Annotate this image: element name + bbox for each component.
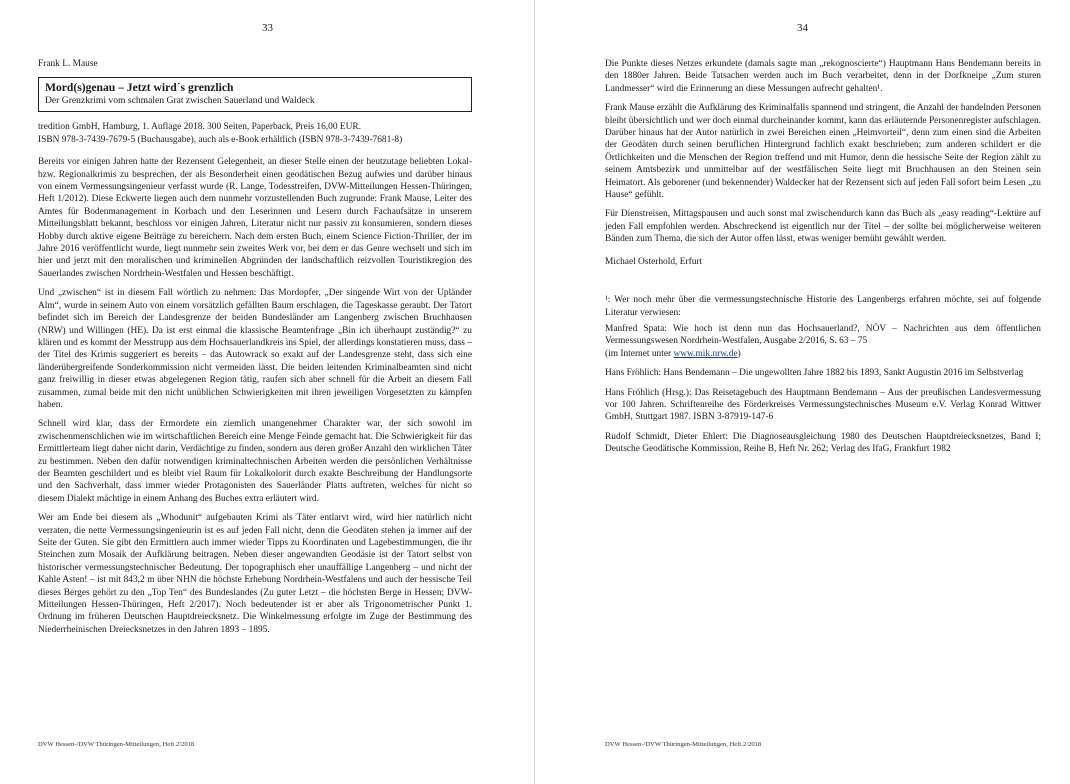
right-page <box>535 0 1070 784</box>
literature-link-line <box>605 348 1041 360</box>
mik-nrw-link[interactable]: www.mik.nrw.de <box>673 348 738 359</box>
right-page-content <box>605 58 1041 463</box>
page-number: 33 <box>262 22 273 34</box>
review-paragraph: Wer am Ende bei diesem als „Whodunit“ aufgebauten Krimi als Täter entlarvt wird, wird hier natürlich nicht verraten, die nette Vermessungsingenieurin ist es auf jeden Fall nicht, denn die Geodäten stehen ja immer auf der Seite der Guten. Sie gibt den Ermittlern auch immer wieder Tipps zu Koordinaten und Lagebestimmungen, die ihr Steinchen zum Mosaik der Aufklärung beitragen. Neben dieser angewandten Geodäsie ist der Tatort selbst von historischer vermessungstechnischer Bedeutung. Der topographisch eher unauffällige Langenberg – und nicht der Kahle Asten! – ist mit 843,2 m über NHN die höchste Erhebung Nordrhein-Westfalens und auch der hessische Teil dieses Berges gehört zu den „Top Ten“ des Bundeslandes (Zu guter Letzt – die höchsten Berge in Hessen; DVW-Mitteilungen Hessen-Thüringen, Heft 2/2017). Noch bedeutender ist er aber als Trigonometrischer Punkt 1. Ordnung im früheren Deutschen Hauptdreiecksnetz. Die Winkelmessung erfolgte im Zuge der Bestimmung des Niederrheinischen Dreiecksnetzes in den Jahren 1893 – 1895. <box>38 513 472 635</box>
page-footer: DVW Hessen-/DVW Thüringen-Mitteilungen, Heft 2/2018 <box>38 741 195 748</box>
publication-info <box>38 121 472 146</box>
title-box <box>38 77 472 112</box>
author-name: Frank L. Mause <box>38 59 98 69</box>
review-paragraph: Und „zwischen“ ist in diesem Fall wörtlich zu nehmen: Das Mordopfer, „Der singende Wirt von der Upländer Alm“, wurde in seinem Auto von einem vorsätzlich gefällten Baum erschlagen, die Tageskasse geraubt. Der Tatort befindet sich im Bereich der Landesgrenze der beiden Bundesländer am Langenberg zwischen Bruchhausen (NRW) und Willingen (HE). Da ist erst einmal die klassische Beamtenfrage „Bin ich überhaupt zuständig?“ zu klären und es kommt der Messtrupp aus dem Hochsauerlandkreis ins Spiel, der allerdings konstatieren muss, dass – der Titel des Krimis suggeriert es bereits – das Autowrack so exakt auf der Landesgrenze steht, dass sich eine länderübergreifende Sonderkommission nicht vermeiden lässt. Die beiden leitenden Kriminalbeamten sind nicht ganz freiwillig in dieser etwas abgelegenen Region tätig, raufen sich aber schnell für die Arbeit an diesem Fall zusammen, zumal beide mit den nicht unüblichen Schwierigkeiten mit ihren jeweiligen Vorgesetzten zu kämpfen haben. <box>38 288 472 410</box>
review-paragraph: Schnell wird klar, dass der Ermordete ein ziemlich unangenehmer Charakter war, der sich sowohl im zwischenmenschlichen wie im wirtschaftlichen Bereich eine Menge Feinde gemacht hat. Die Schwierigkeit für das Ermittlerteam liegt daher nicht darin, Verdächtige zu finden, sondern aus deren großer Anzahl den wirklichen Täter zu bestimmen. Neben den dafür notwendigen kriminaltechnischen Arbeiten werden die persönlichen Verhältnisse der Beamten geschildert und es bleibt viel Raum für Lokalkolorit durch exakte Beschreibung der Handlungsorte und den Sachverhalt, dass immer wieder Protagonisten des Sauerländer Platts auftreten, welches für nicht so diesem Dialekt mächtige in einem Anhang des Buches extra erläutert wird. <box>38 419 472 504</box>
left-page-content <box>38 58 472 643</box>
literature-text: Manfred Spata: Wie hoch ist denn nun das Hochsauerland?, NÖV – Nachrichten aus dem öffentlichen Vermessungswesen Nordrhein-Westfalen, Ausgabe 2/2016, S. 63 – 75 <box>605 323 1041 347</box>
literature-entry-froehlich: Hans Fröhlich: Hans Bendemann – Die ungewollten Jahre 1882 bis 1893, Sankt Augustin 2016 im Selbstverlag <box>605 368 1024 379</box>
review-paragraph: Die Punkte dieses Netzes erkundete (damals sagte man „rekognoscierte“) Hauptmann Hans Bendemann bereits in den 1880er Jahren. Beide Tatsachen werden auch im Buch verarbeitet, denn in der Dorfkneipe „Zum sturen Landmesser“ wird die Erinnerung an diese Messungen aufrecht gehalten¹. <box>605 59 1041 94</box>
literature-entry-schmidt: Rudolf Schmidt, Dieter Ehlert: Die Diagnoseausgleichung 1980 des Deutschen Hauptdreiecksnetzes, Band I; Deutsche Geodätische Kommission, Reihe B, Heft Nr. 262; Verlag des IfaG, Frankfurt 1982 <box>605 431 1041 455</box>
review-paragraph: Für Dienstreisen, Mittagspausen und auch sonst mal zwischendurch kann das Buch als „easy reading“-Lektüre auf jeden Fall empfohlen werden. Abschreckend ist eigentlich nur der Titel – der sollte bei möglicherweise weiteren Bänden zum Thema, die sich der Autor offen lässt, etwas weniger bemüht gewählt werden. <box>605 209 1041 245</box>
literature-entry-spata <box>605 323 1041 360</box>
book-subtitle: Der Grenzkrimi vom schmalen Grat zwischen Sauerland und Waldeck <box>45 95 315 107</box>
isbn-line: ISBN 978-3-7439-7679-5 (Buchausgabe), auch als e-Book erhältlich (ISBN 978-3-7439-7681-8) <box>38 134 403 145</box>
link-suffix: ) <box>737 348 741 359</box>
book-title: Mord(s)genau – Jetzt wird´s grenzlich <box>45 81 234 95</box>
page-footer: DVW Hessen-/DVW Thüringen-Mitteilungen, Heft 2/2018 <box>605 741 762 748</box>
publication-info-line: tredition GmbH, Hamburg, 1. Auflage 2018. 300 Seiten, Paperback, Preis 16,00 EUR. <box>38 122 361 133</box>
page-number: 34 <box>797 22 808 34</box>
review-paragraph: Frank Mause erzählt die Aufklärung des Kriminalfalls spannend und stringent, die Anzahl der handelnden Personen bleibt übersichtlich und wer doch einmal durcheinander kommt, kann das erläuternde Personenregister aufschlagen. Darüber hinaus hat der Autor natürlich in zwei Bereichen einen „Heimvorteil“, denn zum einen sind die Arbeiten der Geodäten durch seinen beruflichen Hintergrund fachlich exakt beschrieben; zum anderen schildert er die Örtlichkeiten und die Menschen der Region treffend und mit Humor, denn die hessische Seite der Region zählt zu seinem Amtsbezirk und unmittelbar auf der westfälischen Seite liegt mit Bruchhausen an den Steinen sein Heimatort. Als geborener (und bekennender) Waldecker hat der Rezensent sich auf jeden Fall sofort beim Lesen „zu Hause“ gefühlt. <box>605 103 1041 201</box>
literature-entry-froehlich-reisetagebuch: Hans Fröhlich (Hrsg.): Das Reisetagebuch des Hauptmann Bendemann – Aus der preußischen Landesvermessung vor 100 Jahren. Schriftenreihe des Förderkreises Vermessungstechnisches Museum e.V. Verlag Konrad Wittwer GmbH, Stuttgart 1987. ISBN 3-87919-147-6 <box>605 387 1041 423</box>
reviewer-signature: Michael Osterhold, Erfurt <box>605 256 703 267</box>
review-paragraph: Bereits vor einigen Jahren hatte der Rezensent Gelegenheit, an dieser Stelle einen der heutzutage beliebten Lokal- bzw. Regionalkrimis zu besprechen, der als Besonderheit einen geodätischen Bezug aufwies und darüber hinaus von einem Vermessungsingenieur verfasst wurde (R. Lange, Todesstreifen, DVW-Mitteilungen Hessen-Thüringen, Heft 1/2012). Diese Eckwerte liegen auch dem nunmehr vorzustellenden Buch zugrunde: Frank Mause, Leiter des Amtes für Bodenmanagement in Korbach und den Leserinnen und Lesern durch Fachaufsätze in unserem Mitteilungsblatt bekannt, beschloss vor einigen Jahren, Literatur nicht nur passiv zu konsumieren, sondern dieses Hobby durch aktive eigene Beiträge zu bereichern. Nach dem ersten Buch, einem Science Fiction-Thriller, der im Jahre 2016 veröffentlicht wurde, liegt nunmehr sein zweites Werk vor, bei dem er das Genre wechselt und sich im hier und jetzt mit den moralischen und kriminellen Abgründen der landschaftlich reizvollen Touristikregion des Sauerlandes zwischen Nordrhein-Westfalen und Hessen beschäftigt. <box>38 157 472 279</box>
footnote: ¹: Wer noch mehr über die vermessungstechnische Historie des Langenbergs erfahren möchte, sei auf folgende Literatur verwiesen: <box>605 295 1041 318</box>
link-prefix: (im Internet unter <box>605 348 674 359</box>
